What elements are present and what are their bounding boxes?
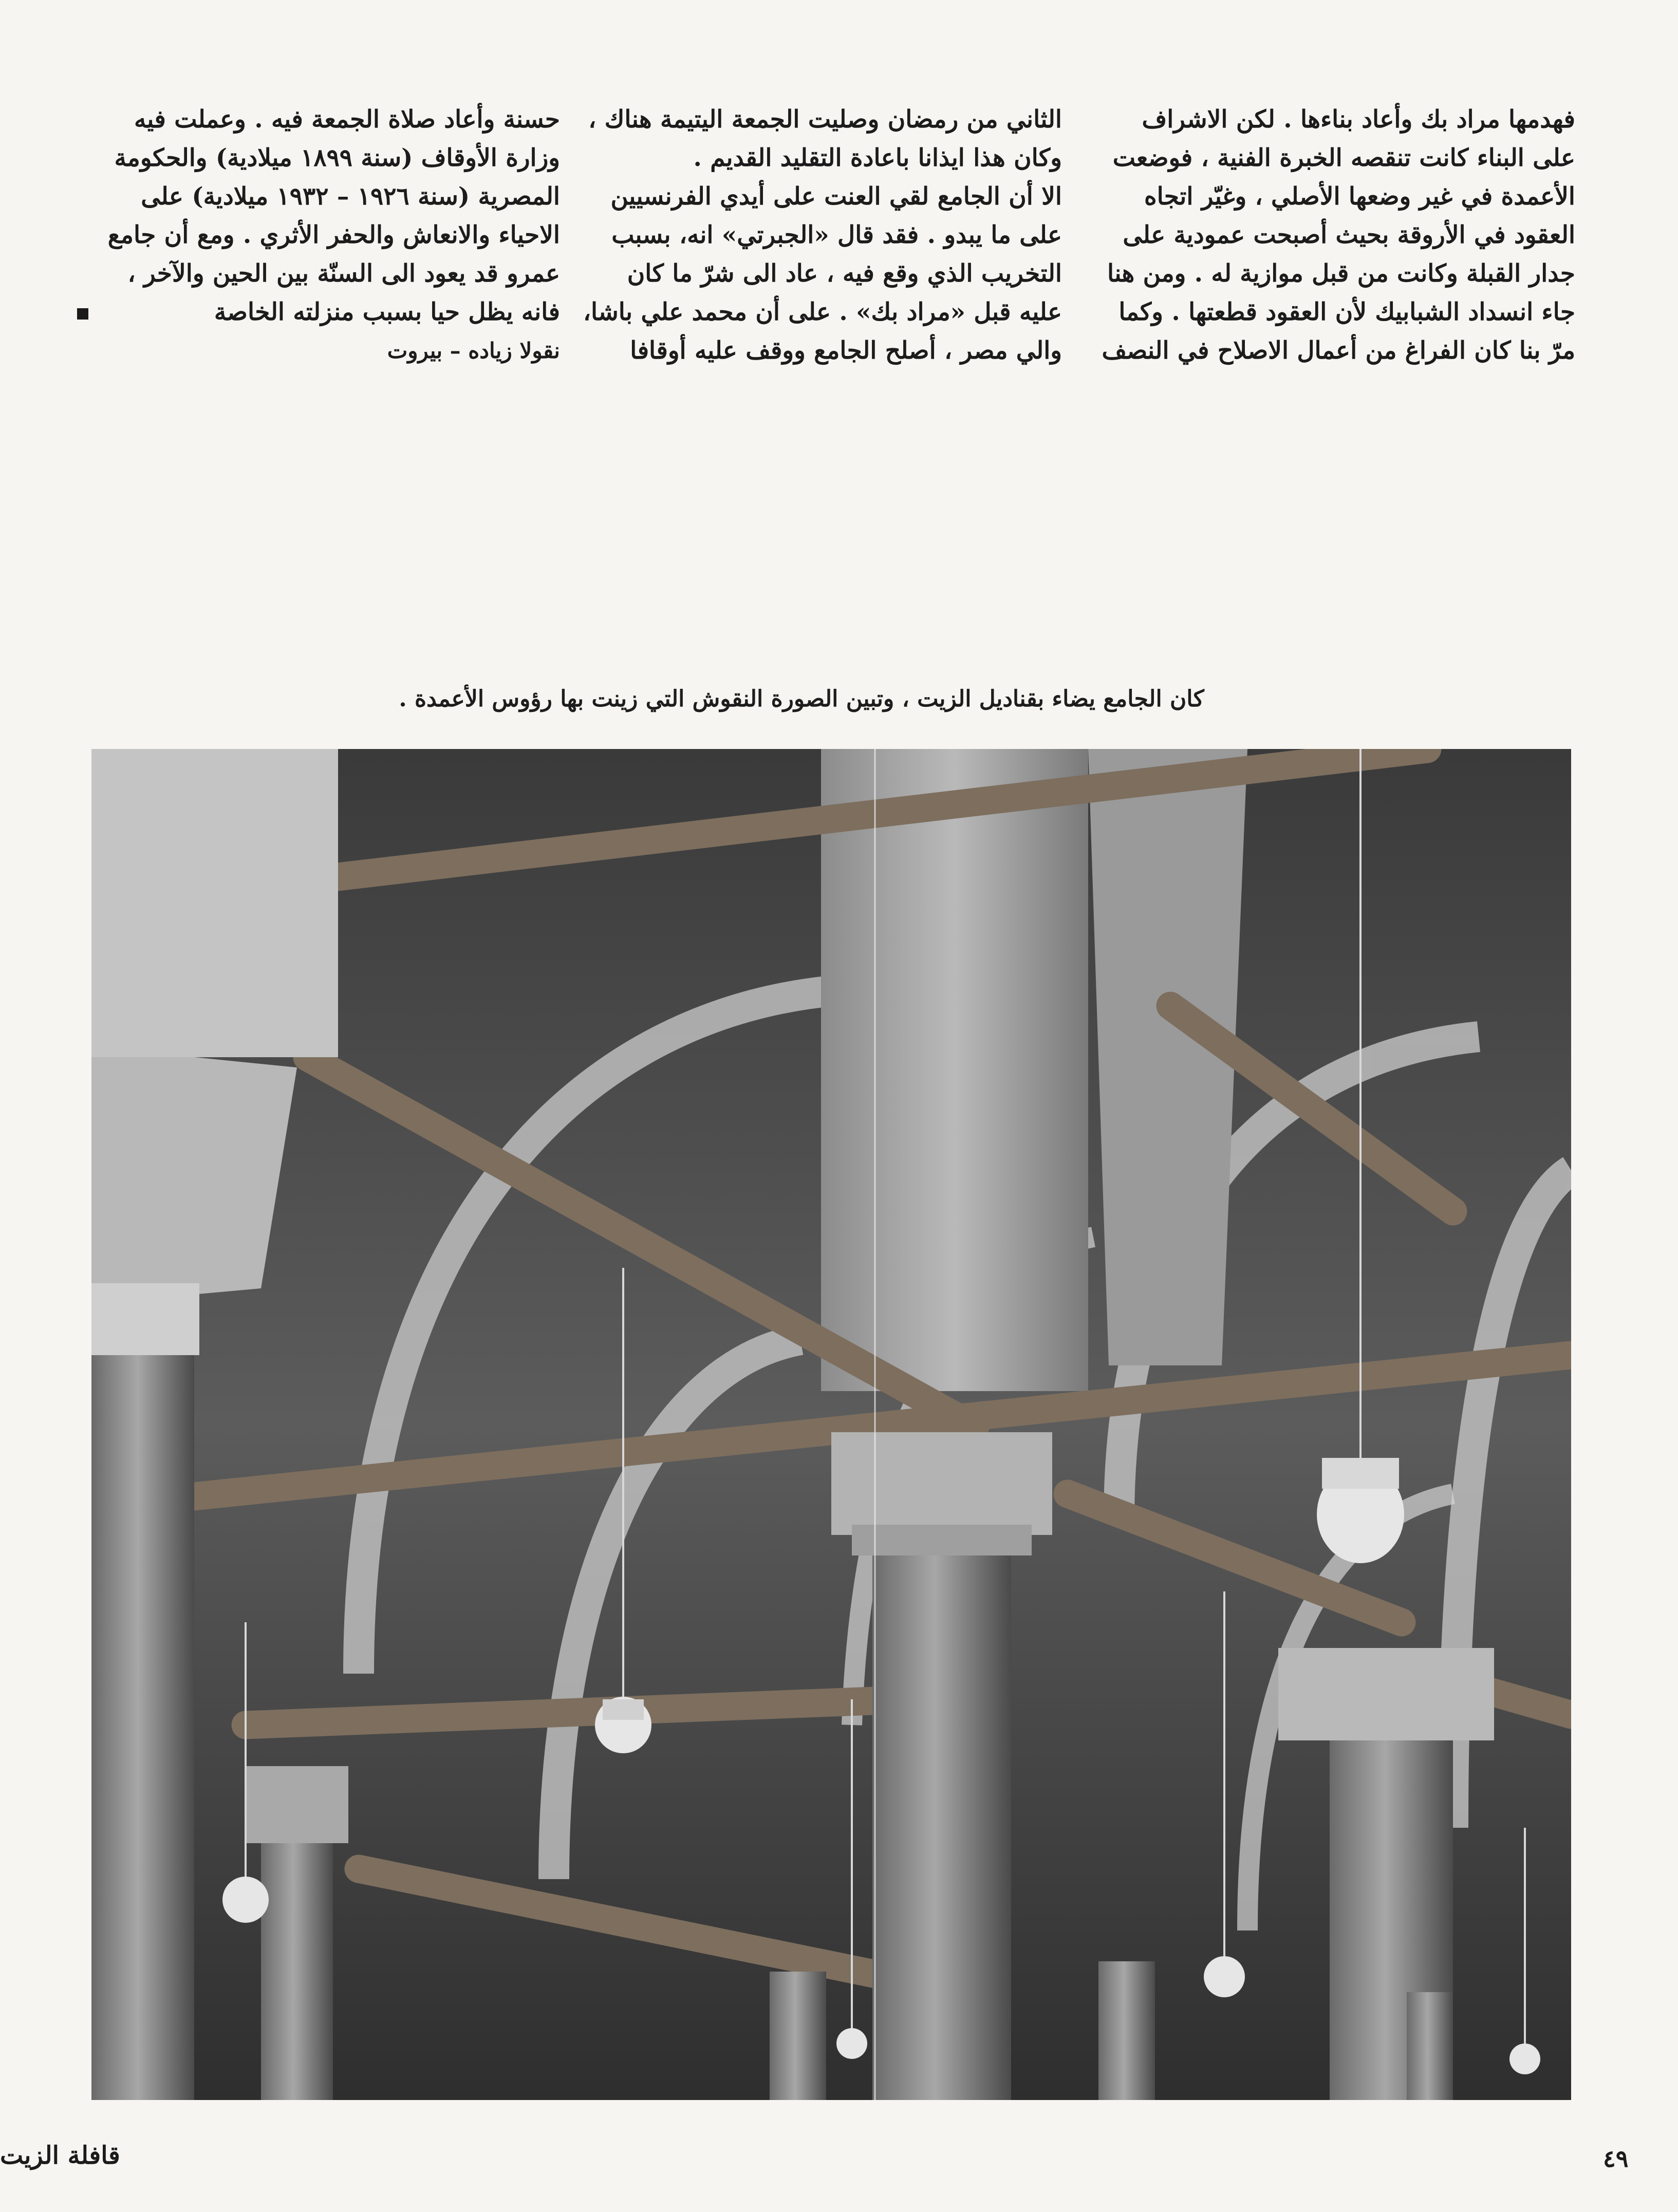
text-column-middle	[583, 100, 1062, 370]
text-line: عليه قبل «مراد بك» . على أن محمد علي باشا،	[583, 298, 1062, 326]
text-line: الا أن الجامع لقي العنت على أيدي الفرنسيين	[610, 182, 1062, 211]
text-line: جدار القبلة وكانت من قبل موازية له . ومن هنا	[1107, 259, 1575, 288]
page-number: ٤٩	[1603, 2145, 1629, 2172]
text-line: مرّ بنا كان الفراغ من أعمال الاصلاح في النصف	[1102, 336, 1575, 365]
text-line	[77, 293, 560, 331]
text-line: فهدمها مراد بك وأعاد بناءها . لكن الاشراف	[1142, 105, 1575, 134]
text-line: الثاني من رمضان وصليت الجمعة اليتيمة هناك ،	[588, 105, 1062, 134]
photo-caption: كان الجامع يضاء بقناديل الزيت ، وتبين الصورة النقوش التي زينت بها رؤوس الأعمدة .	[399, 686, 1204, 712]
text-line: وكان هذا ايذانا باعادة التقليد القديم .	[693, 144, 1062, 172]
text-line: التخريب الذي وقع فيه ، عاد الى شرّ ما كان	[627, 259, 1062, 288]
text-line: على البناء كانت تنقصه الخبرة الفنية ، فوضعت	[1112, 144, 1575, 172]
text-line: عمرو قد يعود الى السنّة بين الحين والآخر ،	[127, 259, 560, 288]
text-line: على ما يبدو . فقد قال «الجبرتي» انه، بسبب	[611, 221, 1062, 249]
text-column-left	[77, 100, 560, 370]
text-column-right	[1088, 100, 1575, 370]
text-line: الاحياء والانعاش والحفر الأثري . ومع أن جامع	[107, 221, 560, 249]
magazine-name: قافلة الزيت	[0, 2141, 120, 2170]
text-line: العقود في الأروقة بحيث أصبحت عمودية على	[1123, 221, 1575, 249]
text-line: والي مصر ، أصلح الجامع ووقف عليه أوقافا	[630, 336, 1062, 365]
mosque-interior-photo	[91, 749, 1571, 2100]
text-line: جاء انسداد الشبابيك لأن العقود قطعتها . وكما	[1118, 298, 1575, 326]
text-line: الأعمدة في غير وضعها الأصلي ، وغيّر اتجاه	[1144, 182, 1575, 211]
end-of-article-icon	[77, 293, 88, 331]
text-line: وزارة الأوقاف (سنة ١٨٩٩ ميلادية) والحكومة	[114, 144, 560, 172]
author-signature: نقولا زياده – بيروت	[387, 338, 560, 363]
text-line-content: فانه يظل حيا بسبب منزلته الخاصة	[214, 298, 560, 326]
text-line: حسنة وأعاد صلاة الجمعة فيه . وعملت فيه	[134, 105, 560, 134]
text-line: المصرية (سنة ١٩٢٦ – ١٩٣٢ ميلادية) على	[141, 182, 560, 211]
